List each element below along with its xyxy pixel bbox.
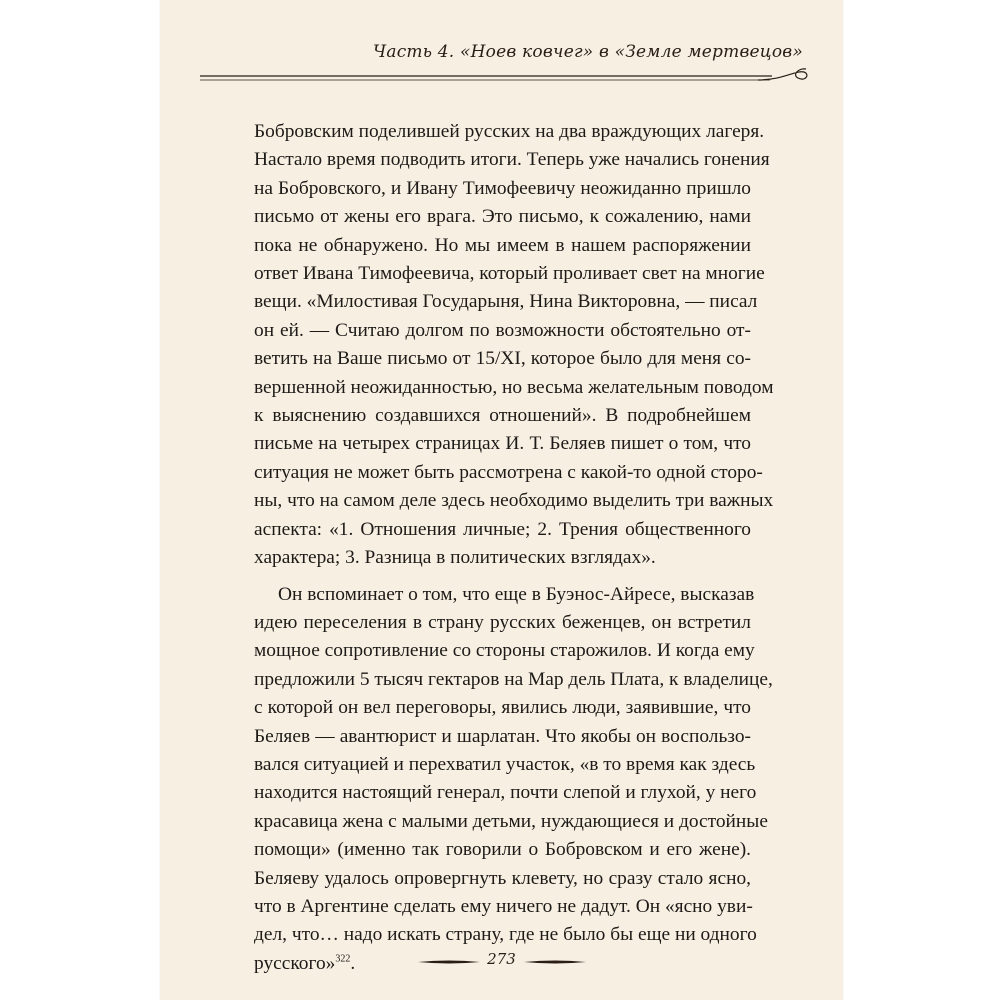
folio-ornament-right [524,959,586,965]
paragraph-2 [254,581,773,979]
text-line: вещи. «Милостивая Государыня, Нина Викторовна, — писал [254,291,758,313]
text-line: Беляеву удалось опровергнуть клевету, но сразу стало ясно, [254,867,751,889]
page-number: 273 [487,950,516,968]
text-line: ответ Ивана Тимофеевича, который проливает свет на многие [254,263,765,285]
text-line: аспекта: «1. Отношения личные; 2. Трения общественного [254,518,751,540]
text-line: характера; 3. Разница в политических взглядах». [254,547,656,569]
text-line: с которой он вел переговоры, явились люди, заявившие, что [254,697,751,719]
final-words: русского» [254,952,336,974]
text-line: ветить на Ваше письмо от 15/XI, которое было для меня со- [254,348,751,370]
text-line: помощи» (именно так говорили о Бобровском и его жене). [254,839,751,861]
text-line: Он вспоминает о том, что еще в Буэнос-Айресе, высказав [278,583,755,605]
text-line: Беляев — авантюрист и шарлатан. Что якобы он воспользо- [254,725,751,747]
folio [160,948,843,970]
text-line: пока не обнаружено. Но мы имеем в нашем распоряжении [254,234,751,256]
paragraph-1 [254,118,774,573]
text-line: письмо от жены его врага. Это письмо, к сожалению, нами [254,206,751,228]
text-line: вершенной неожиданностью, но весьма желательным поводом [254,376,774,398]
text-line: письме на четырех страницах И. Т. Беляев пишет о том, что [254,433,751,455]
book-page [160,0,843,1000]
text-line: дел, что… надо искать страну, где не было бы еще ни одного [254,924,757,946]
running-head: Часть 4. «Ноев ковчег» в «Земле мертвецов» [373,42,803,62]
text-line: идею переселения в страну русских беженцев, он встретил [254,611,751,633]
text-line: что в Аргентине сделать ему ничего не дадут. Он «ясно уви- [254,895,753,917]
text-line: он ей. — Считаю долгом по возможности обстоятельно от- [254,319,751,341]
text-line: Настало время подводить итоги. Теперь уже начались гонения [254,149,770,171]
text-line: вался ситуацией и перехватил участок, «в то время как здесь [254,753,756,775]
text-line: ны, что на самом деле здесь необходимо выделить три важных [254,490,774,512]
text-line: на Бобровского, и Ивану Тимофеевичу неожиданно пришло [254,177,751,199]
text-line: мощное сопротивление со стороны старожилов. И когда ему [254,640,755,662]
text-line: красавица жена с малыми детьми, нуждающиеся и достойные [254,810,768,832]
footnote-reference[interactable]: 322 [335,953,351,965]
text-line: ситуация не может быть рассмотрена с какой-то одной сторо- [254,461,763,483]
text-line: к выяснению создавшихся отношений». В подробнейшем [254,405,751,427]
body-text [254,118,774,978]
text-line-final: русского»$^{322}$. [254,952,356,974]
text-line: находится настоящий генерал, почти слепой и глухой, у него [254,782,757,804]
text-line: предложили 5 тысяч гектаров на Мар дель Плата, к владелице, [254,668,773,690]
text-line: Бобровским поделившей русских на два враждующих лагеря. [254,121,765,142]
header-flourish-rule [198,66,810,94]
